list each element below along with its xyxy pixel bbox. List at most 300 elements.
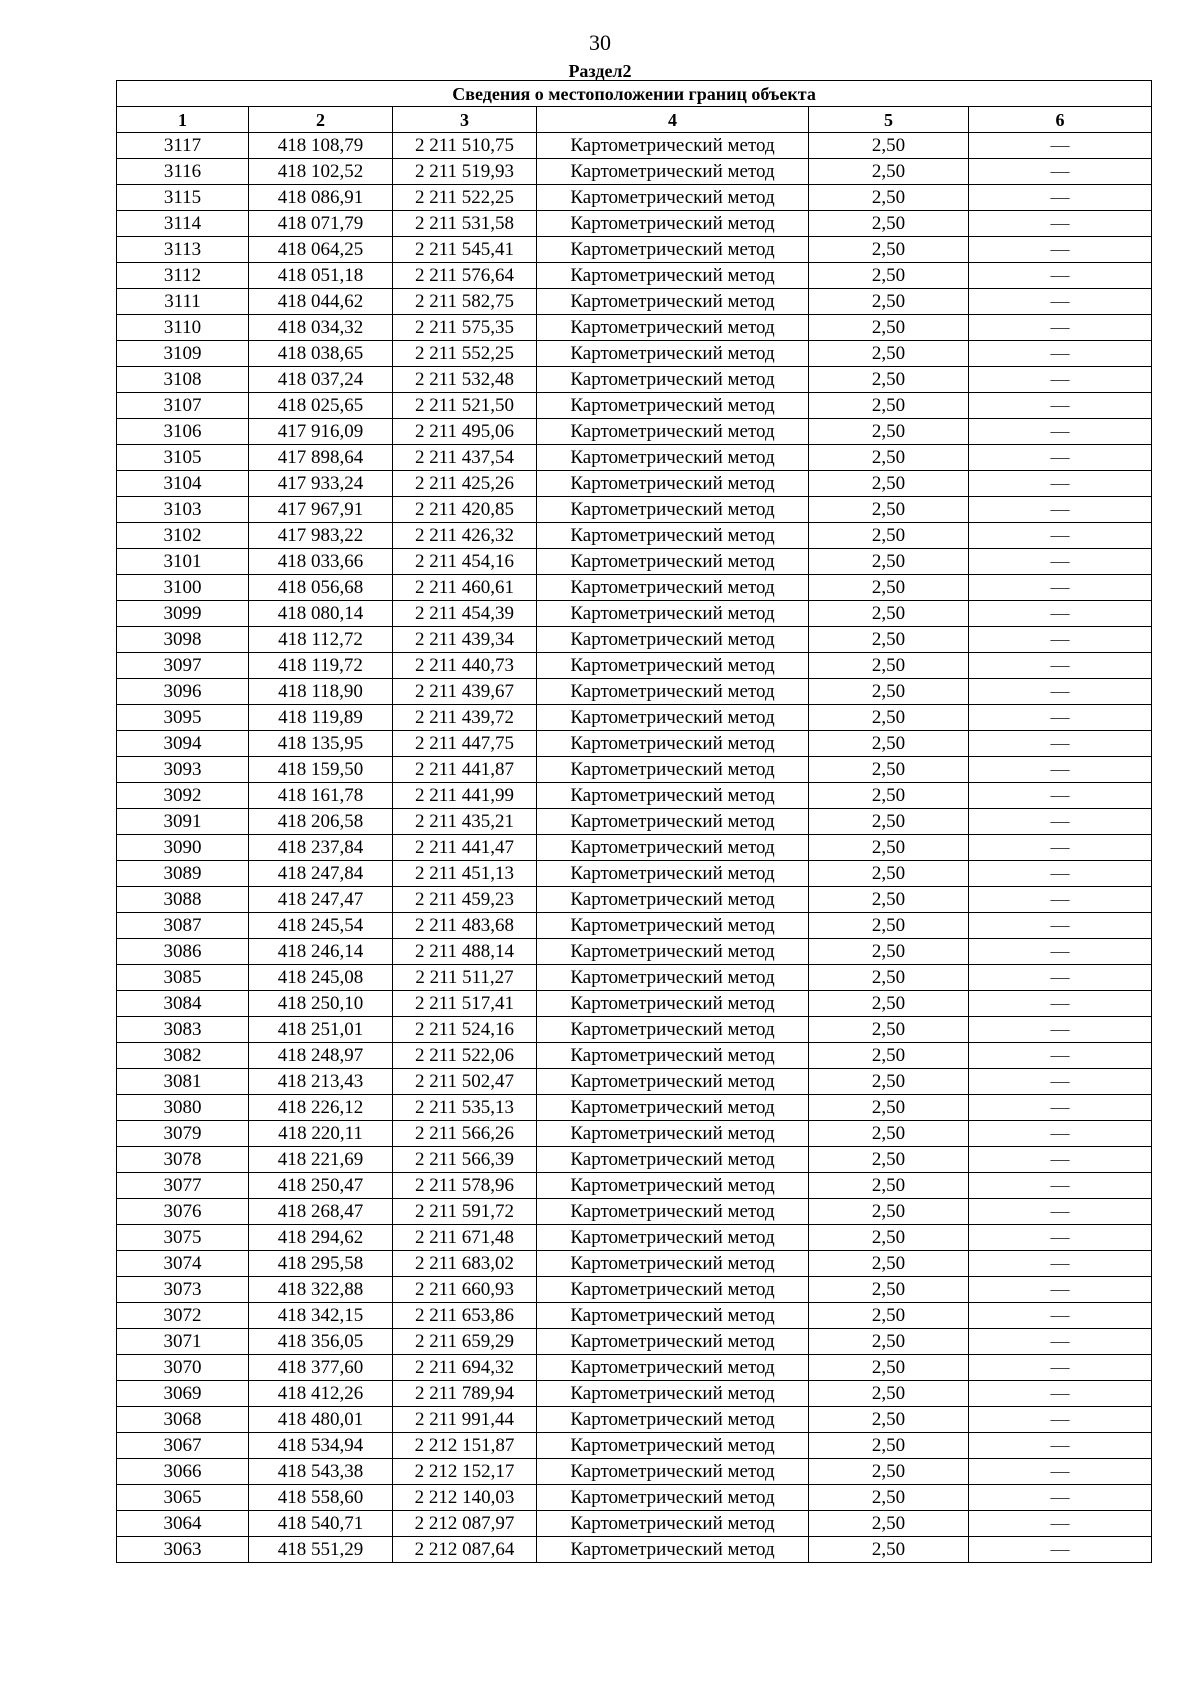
table-cell: Картометрический метод: [537, 991, 809, 1017]
table-cell: 3103: [117, 497, 249, 523]
table-cell: —: [969, 445, 1152, 471]
table-row: [117, 939, 1152, 965]
table-cell: Картометрический метод: [537, 393, 809, 419]
table-row: [117, 965, 1152, 991]
table-row: [117, 211, 1152, 237]
table-caption: Сведения о местоположении границ объекта: [117, 81, 1152, 107]
table-cell: 2 211 447,75: [393, 731, 537, 757]
table-cell: Картометрический метод: [537, 1381, 809, 1407]
table-row: [117, 289, 1152, 315]
table-cell: Картометрический метод: [537, 367, 809, 393]
table-cell: 2,50: [809, 575, 969, 601]
table-cell: 3066: [117, 1459, 249, 1485]
table-cell: 418 086,91: [249, 185, 393, 211]
table-cell: —: [969, 991, 1152, 1017]
table-cell: 2 212 140,03: [393, 1485, 537, 1511]
table-cell: —: [969, 1329, 1152, 1355]
table-cell: Картометрический метод: [537, 601, 809, 627]
table-cell: —: [969, 627, 1152, 653]
table-cell: 3114: [117, 211, 249, 237]
table-cell: 3077: [117, 1173, 249, 1199]
table-cell: 2 212 087,64: [393, 1537, 537, 1563]
table-cell: —: [969, 601, 1152, 627]
table-cell: 418 044,62: [249, 289, 393, 315]
table-cell: 2 211 566,26: [393, 1121, 537, 1147]
table-cell: 2 211 488,14: [393, 939, 537, 965]
table-cell: 2,50: [809, 809, 969, 835]
table-row: [117, 1433, 1152, 1459]
table-cell: Картометрический метод: [537, 237, 809, 263]
table-cell: 2 211 522,25: [393, 185, 537, 211]
table-cell: Картометрический метод: [537, 1017, 809, 1043]
table-cell: 418 051,18: [249, 263, 393, 289]
table-row: [117, 1069, 1152, 1095]
table-cell: —: [969, 315, 1152, 341]
table-cell: —: [969, 185, 1152, 211]
table-row: [117, 991, 1152, 1017]
table-cell: 418 356,05: [249, 1329, 393, 1355]
table-cell: 418 108,79: [249, 133, 393, 159]
table-cell: —: [969, 159, 1152, 185]
table-cell: 2 211 659,29: [393, 1329, 537, 1355]
table-row: [117, 1485, 1152, 1511]
table-cell: 418 534,94: [249, 1433, 393, 1459]
table-cell: 2 211 545,41: [393, 237, 537, 263]
table-cell: 2 211 531,58: [393, 211, 537, 237]
table-cell: 3082: [117, 1043, 249, 1069]
table-cell: 2 211 789,94: [393, 1381, 537, 1407]
table-row: [117, 1017, 1152, 1043]
table-cell: 2,50: [809, 549, 969, 575]
table-cell: 3071: [117, 1329, 249, 1355]
table-cell: —: [969, 549, 1152, 575]
table-cell: 418 377,60: [249, 1355, 393, 1381]
table-cell: 417 983,22: [249, 523, 393, 549]
table-cell: —: [969, 965, 1152, 991]
table-cell: 418 237,84: [249, 835, 393, 861]
table-cell: 3109: [117, 341, 249, 367]
table-cell: 2,50: [809, 1017, 969, 1043]
table-cell: 3100: [117, 575, 249, 601]
table-cell: 2,50: [809, 1121, 969, 1147]
table-cell: 2 211 653,86: [393, 1303, 537, 1329]
table-cell: Картометрический метод: [537, 731, 809, 757]
table-cell: 418 246,14: [249, 939, 393, 965]
table-cell: 2 211 535,13: [393, 1095, 537, 1121]
table-cell: —: [969, 1095, 1152, 1121]
table-cell: Картометрический метод: [537, 1173, 809, 1199]
column-header-row: [117, 107, 1152, 133]
table-cell: Картометрический метод: [537, 1095, 809, 1121]
table-cell: —: [969, 1251, 1152, 1277]
table-cell: 2,50: [809, 627, 969, 653]
table-cell: 418 250,10: [249, 991, 393, 1017]
table-cell: —: [969, 1355, 1152, 1381]
table-cell: Картометрический метод: [537, 965, 809, 991]
table-cell: Картометрический метод: [537, 757, 809, 783]
table-cell: —: [969, 757, 1152, 783]
table-cell: Картометрический метод: [537, 679, 809, 705]
table-cell: 418 221,69: [249, 1147, 393, 1173]
table-row: [117, 393, 1152, 419]
table-cell: —: [969, 237, 1152, 263]
table-cell: —: [969, 367, 1152, 393]
table-cell: 3107: [117, 393, 249, 419]
table-cell: Картометрический метод: [537, 471, 809, 497]
table-cell: —: [969, 497, 1152, 523]
table-cell: 2 211 435,21: [393, 809, 537, 835]
table-cell: 418 119,89: [249, 705, 393, 731]
table-cell: —: [969, 705, 1152, 731]
table-row: [117, 367, 1152, 393]
table-cell: 417 898,64: [249, 445, 393, 471]
table-cell: 2 211 460,61: [393, 575, 537, 601]
table-cell: 3096: [117, 679, 249, 705]
table-row: [117, 887, 1152, 913]
table-cell: —: [969, 1069, 1152, 1095]
table-cell: 418 245,54: [249, 913, 393, 939]
table-cell: 3111: [117, 289, 249, 315]
table-cell: 418 248,97: [249, 1043, 393, 1069]
table-cell: 2,50: [809, 393, 969, 419]
table-cell: 2,50: [809, 1147, 969, 1173]
table-cell: 418 226,12: [249, 1095, 393, 1121]
table-cell: 418 220,11: [249, 1121, 393, 1147]
table-cell: 2 211 441,47: [393, 835, 537, 861]
table-cell: 418 342,15: [249, 1303, 393, 1329]
table-row: [117, 497, 1152, 523]
table-cell: 418 247,47: [249, 887, 393, 913]
table-cell: Картометрический метод: [537, 445, 809, 471]
table-cell: —: [969, 1407, 1152, 1433]
table-cell: Картометрический метод: [537, 1433, 809, 1459]
table-cell: 2,50: [809, 705, 969, 731]
table-cell: 3074: [117, 1251, 249, 1277]
table-cell: 3093: [117, 757, 249, 783]
table-cell: Картометрический метод: [537, 159, 809, 185]
table-cell: 2 211 582,75: [393, 289, 537, 315]
table-cell: —: [969, 575, 1152, 601]
column-header: 2: [249, 107, 393, 133]
table-row: [117, 1355, 1152, 1381]
table-row: [117, 1173, 1152, 1199]
table-cell: 2 211 511,27: [393, 965, 537, 991]
table-cell: Картометрический метод: [537, 1225, 809, 1251]
table-cell: 2,50: [809, 1303, 969, 1329]
table-cell: 3102: [117, 523, 249, 549]
table-cell: —: [969, 341, 1152, 367]
table-row: [117, 1459, 1152, 1485]
table-cell: 417 933,24: [249, 471, 393, 497]
table-cell: Картометрический метод: [537, 1459, 809, 1485]
table-cell: Картометрический метод: [537, 133, 809, 159]
table-cell: 2 211 439,34: [393, 627, 537, 653]
table-cell: Картометрический метод: [537, 1537, 809, 1563]
table-cell: Картометрический метод: [537, 1069, 809, 1095]
table-cell: Картометрический метод: [537, 913, 809, 939]
table-cell: —: [969, 1277, 1152, 1303]
table-cell: 2 211 522,06: [393, 1043, 537, 1069]
table-cell: —: [969, 939, 1152, 965]
column-header: 5: [809, 107, 969, 133]
table-cell: Картометрический метод: [537, 809, 809, 835]
table-cell: Картометрический метод: [537, 705, 809, 731]
table-cell: 2 211 683,02: [393, 1251, 537, 1277]
table-cell: 2,50: [809, 731, 969, 757]
table-cell: 2 212 151,87: [393, 1433, 537, 1459]
table-cell: 2 211 459,23: [393, 887, 537, 913]
table-cell: 3105: [117, 445, 249, 471]
table-cell: 418 118,90: [249, 679, 393, 705]
table-cell: 2,50: [809, 445, 969, 471]
table-cell: 3106: [117, 419, 249, 445]
table-cell: 2 211 454,16: [393, 549, 537, 575]
table-cell: —: [969, 653, 1152, 679]
table-cell: 2 211 454,39: [393, 601, 537, 627]
table-cell: 418 540,71: [249, 1511, 393, 1537]
table-cell: 418 038,65: [249, 341, 393, 367]
table-cell: 2,50: [809, 939, 969, 965]
table-cell: 2,50: [809, 991, 969, 1017]
table-row: [117, 575, 1152, 601]
table-cell: 2,50: [809, 1511, 969, 1537]
table-cell: 2,50: [809, 497, 969, 523]
table-cell: —: [969, 1017, 1152, 1043]
table-row: [117, 315, 1152, 341]
table-cell: 2 211 524,16: [393, 1017, 537, 1043]
table-cell: 418 247,84: [249, 861, 393, 887]
table-row: [117, 237, 1152, 263]
table-cell: 418 480,01: [249, 1407, 393, 1433]
table-row: [117, 341, 1152, 367]
table-cell: 3087: [117, 913, 249, 939]
table-cell: 418 268,47: [249, 1199, 393, 1225]
table-cell: Картометрический метод: [537, 549, 809, 575]
table-cell: Картометрический метод: [537, 1251, 809, 1277]
column-header: 4: [537, 107, 809, 133]
table-row: [117, 419, 1152, 445]
table-cell: 2,50: [809, 185, 969, 211]
table-cell: Картометрический метод: [537, 185, 809, 211]
table-cell: Картометрический метод: [537, 783, 809, 809]
table-cell: 2,50: [809, 1329, 969, 1355]
table-cell: 3091: [117, 809, 249, 835]
table-cell: Картометрический метод: [537, 835, 809, 861]
table-cell: 2,50: [809, 1277, 969, 1303]
table-cell: 3088: [117, 887, 249, 913]
column-header: 1: [117, 107, 249, 133]
table-cell: 418 543,38: [249, 1459, 393, 1485]
table-row: [117, 445, 1152, 471]
table-cell: 2 211 437,54: [393, 445, 537, 471]
table-cell: 2,50: [809, 1433, 969, 1459]
table-cell: 2,50: [809, 367, 969, 393]
table-cell: 2 211 510,75: [393, 133, 537, 159]
table-body: [117, 133, 1152, 1563]
table-cell: 2,50: [809, 835, 969, 861]
table-cell: 3075: [117, 1225, 249, 1251]
table-row: [117, 1225, 1152, 1251]
section-title: Раздел2: [568, 61, 632, 81]
table-row: [117, 263, 1152, 289]
table-cell: 2,50: [809, 471, 969, 497]
table-cell: 3115: [117, 185, 249, 211]
table-cell: 2 211 576,64: [393, 263, 537, 289]
table-cell: —: [969, 809, 1152, 835]
table-row: [117, 185, 1152, 211]
table-cell: —: [969, 731, 1152, 757]
table-cell: —: [969, 913, 1152, 939]
table-row: [117, 1199, 1152, 1225]
table-cell: 2 211 495,06: [393, 419, 537, 445]
table-cell: 3089: [117, 861, 249, 887]
table-cell: 2 211 440,73: [393, 653, 537, 679]
table-cell: Картометрический метод: [537, 1303, 809, 1329]
table-cell: 3104: [117, 471, 249, 497]
table-cell: 2 211 502,47: [393, 1069, 537, 1095]
table-cell: —: [969, 211, 1152, 237]
table-cell: —: [969, 393, 1152, 419]
table-cell: 2,50: [809, 783, 969, 809]
table-row: [117, 1095, 1152, 1121]
table-cell: Картометрический метод: [537, 1485, 809, 1511]
table-cell: Картометрический метод: [537, 627, 809, 653]
table-cell: 2 211 694,32: [393, 1355, 537, 1381]
table-cell: Картометрический метод: [537, 1043, 809, 1069]
table-cell: Картометрический метод: [537, 1407, 809, 1433]
table-cell: Картометрический метод: [537, 1147, 809, 1173]
table-cell: 2 211 441,99: [393, 783, 537, 809]
table-cell: 2,50: [809, 757, 969, 783]
table-cell: —: [969, 1147, 1152, 1173]
table-cell: 2 211 578,96: [393, 1173, 537, 1199]
table-cell: 2 211 517,41: [393, 991, 537, 1017]
table-cell: 3080: [117, 1095, 249, 1121]
table-cell: —: [969, 861, 1152, 887]
table-cell: 2 211 671,48: [393, 1225, 537, 1251]
table-cell: Картометрический метод: [537, 887, 809, 913]
table-cell: 2 211 439,67: [393, 679, 537, 705]
table-cell: —: [969, 1511, 1152, 1537]
table-row: [117, 731, 1152, 757]
table-cell: Картометрический метод: [537, 1355, 809, 1381]
table-cell: 2,50: [809, 419, 969, 445]
table-cell: —: [969, 1173, 1152, 1199]
table-cell: 3073: [117, 1277, 249, 1303]
table-row: [117, 627, 1152, 653]
table-cell: Картометрический метод: [537, 523, 809, 549]
table-cell: Картометрический метод: [537, 653, 809, 679]
table-cell: 2 211 566,39: [393, 1147, 537, 1173]
table-cell: 2 212 152,17: [393, 1459, 537, 1485]
table-cell: 2,50: [809, 1485, 969, 1511]
table-cell: 418 295,58: [249, 1251, 393, 1277]
table-cell: 3069: [117, 1381, 249, 1407]
table-cell: 418 056,68: [249, 575, 393, 601]
table-cell: 2,50: [809, 913, 969, 939]
table-cell: 418 250,47: [249, 1173, 393, 1199]
table-cell: 3083: [117, 1017, 249, 1043]
table-row: [117, 913, 1152, 939]
table-row: [117, 1407, 1152, 1433]
table-cell: —: [969, 133, 1152, 159]
table-cell: 3072: [117, 1303, 249, 1329]
table-cell: 2,50: [809, 133, 969, 159]
table-cell: 2 211 575,35: [393, 315, 537, 341]
table-row: [117, 601, 1152, 627]
table-row: [117, 861, 1152, 887]
table-cell: 418 119,72: [249, 653, 393, 679]
table-cell: 418 551,29: [249, 1537, 393, 1563]
table-cell: 3101: [117, 549, 249, 575]
table-cell: 418 033,66: [249, 549, 393, 575]
table-cell: 3076: [117, 1199, 249, 1225]
table-cell: 417 916,09: [249, 419, 393, 445]
table-cell: 2 212 087,97: [393, 1511, 537, 1537]
table-cell: 2,50: [809, 1069, 969, 1095]
table-cell: 2 211 439,72: [393, 705, 537, 731]
table-cell: 3110: [117, 315, 249, 341]
table-cell: —: [969, 1121, 1152, 1147]
table-cell: 2,50: [809, 211, 969, 237]
table-cell: 2 211 426,32: [393, 523, 537, 549]
table-cell: —: [969, 1485, 1152, 1511]
table-cell: 3094: [117, 731, 249, 757]
table-row: [117, 549, 1152, 575]
table-cell: 418 251,01: [249, 1017, 393, 1043]
table-cell: —: [969, 1199, 1152, 1225]
table-cell: 3098: [117, 627, 249, 653]
table-cell: 3092: [117, 783, 249, 809]
table-cell: 2 211 991,44: [393, 1407, 537, 1433]
table-row: [117, 1251, 1152, 1277]
table-row: [117, 159, 1152, 185]
table-cell: 418 071,79: [249, 211, 393, 237]
table-cell: —: [969, 1433, 1152, 1459]
table-cell: 418 034,32: [249, 315, 393, 341]
table-cell: 2 211 552,25: [393, 341, 537, 367]
table-cell: 418 412,26: [249, 1381, 393, 1407]
table-cell: 3112: [117, 263, 249, 289]
table-cell: 3099: [117, 601, 249, 627]
table-cell: Картометрический метод: [537, 289, 809, 315]
table-cell: Картометрический метод: [537, 1199, 809, 1225]
page-number: 30: [589, 30, 611, 55]
table-cell: 418 206,58: [249, 809, 393, 835]
table-cell: 2,50: [809, 263, 969, 289]
table-cell: 2,50: [809, 679, 969, 705]
table-cell: Картометрический метод: [537, 861, 809, 887]
table-cell: Картометрический метод: [537, 1121, 809, 1147]
table-cell: 3068: [117, 1407, 249, 1433]
table-cell: 2,50: [809, 289, 969, 315]
table-cell: 2 211 451,13: [393, 861, 537, 887]
table-cell: 3067: [117, 1433, 249, 1459]
table-cell: 3078: [117, 1147, 249, 1173]
table-row: [117, 1147, 1152, 1173]
table-cell: 3079: [117, 1121, 249, 1147]
table-cell: 418 112,72: [249, 627, 393, 653]
table-cell: 2 211 420,85: [393, 497, 537, 523]
table-cell: 3064: [117, 1511, 249, 1537]
table-cell: 418 294,62: [249, 1225, 393, 1251]
table-cell: 3070: [117, 1355, 249, 1381]
table-cell: Картометрический метод: [537, 419, 809, 445]
table-cell: 2,50: [809, 523, 969, 549]
table-cell: Картометрический метод: [537, 1277, 809, 1303]
table-cell: 2,50: [809, 1355, 969, 1381]
table-cell: 418 102,52: [249, 159, 393, 185]
